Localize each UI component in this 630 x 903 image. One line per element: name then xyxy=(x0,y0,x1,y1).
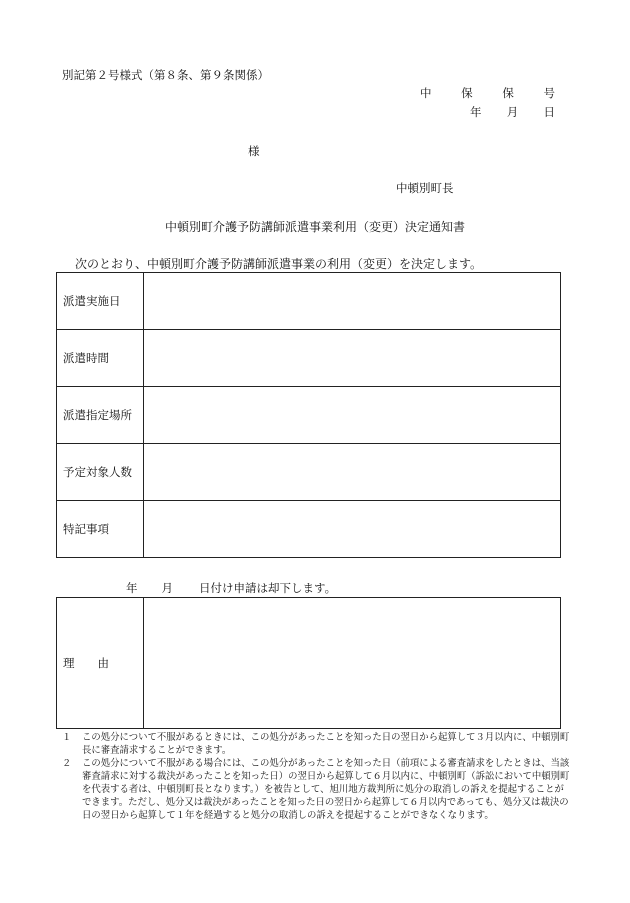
table-row xyxy=(57,444,561,501)
rejection-line xyxy=(126,580,336,596)
row-label-dispatch-place: 派遣指定場所 xyxy=(57,387,144,444)
date-day: 日 xyxy=(543,105,555,119)
row-label-dispatch-time: 派遣時間 xyxy=(57,330,144,387)
document-title: 中頓別町介護予防講師派遣事業利用（変更）決定通知書 xyxy=(164,220,465,234)
table-row xyxy=(57,598,561,729)
doc-number-part: 保 xyxy=(461,86,473,100)
notes-section xyxy=(62,731,572,822)
table-row xyxy=(57,387,561,444)
intro-text: 次のとおり、中頓別町介護予防講師派遣事業の利用（変更）を決定します。 xyxy=(75,257,483,271)
issuer-name: 中頓別町長 xyxy=(396,181,454,195)
form-number: 別記第２号様式（第８条、第９条関係） xyxy=(62,68,269,82)
document-date xyxy=(470,104,555,120)
row-value-participants xyxy=(144,444,561,501)
decision-table xyxy=(56,272,561,558)
row-value-notes xyxy=(144,501,561,558)
reason-value xyxy=(144,598,561,729)
reason-table xyxy=(56,597,561,729)
row-value-dispatch-date xyxy=(144,273,561,330)
note-number: １ xyxy=(62,732,72,743)
table-row xyxy=(57,330,561,387)
row-value-dispatch-place xyxy=(144,387,561,444)
row-label-notes: 特記事項 xyxy=(57,501,144,558)
note-text: この処分について不服がある場合には、この処分があったことを知った日（前項による審査請求をしたときは、当該審査請求に対する裁決があったことを知った日）の翌日から起算して６月以内に、中頓別町（訴訟において中頓別町を代表する者は、中頓別町長となります。）を被告として、旭川地方裁判所に処分の取消しの訴えを提起することができます。ただし、処分又は裁決があったことを知った日の翌日から起算して６月以内であっても、処分又は裁決の日の翌日から起算して１年を経過すると処分の取消しの訴えを提起することができなくなります。 xyxy=(82,758,570,821)
date-year: 年 xyxy=(470,105,482,119)
date-month: 月 xyxy=(506,105,519,119)
note-item xyxy=(62,731,572,757)
doc-number-part: 号 xyxy=(543,86,555,100)
rejection-year: 年 xyxy=(126,581,138,595)
note-item xyxy=(62,757,572,822)
recipient-suffix: 様 xyxy=(248,144,260,158)
doc-number-part: 中 xyxy=(420,86,432,100)
note-number: ２ xyxy=(62,758,72,769)
row-label-participants: 予定対象人数 xyxy=(57,444,144,501)
rejection-text: 日付け申請は却下します。 xyxy=(199,581,337,595)
note-text: この処分について不服があるときには、この処分があったことを知った日の翌日から起算して３月以内に、中頓別町長に審査請求することができます。 xyxy=(82,732,570,756)
doc-number-part: 保 xyxy=(502,86,514,100)
rejection-month: 月 xyxy=(161,581,173,595)
table-row xyxy=(57,501,561,558)
reason-label: 理 由 xyxy=(57,598,144,729)
table-row xyxy=(57,273,561,330)
row-value-dispatch-time xyxy=(144,330,561,387)
row-label-dispatch-date: 派遣実施日 xyxy=(57,273,144,330)
document-number xyxy=(420,85,555,101)
